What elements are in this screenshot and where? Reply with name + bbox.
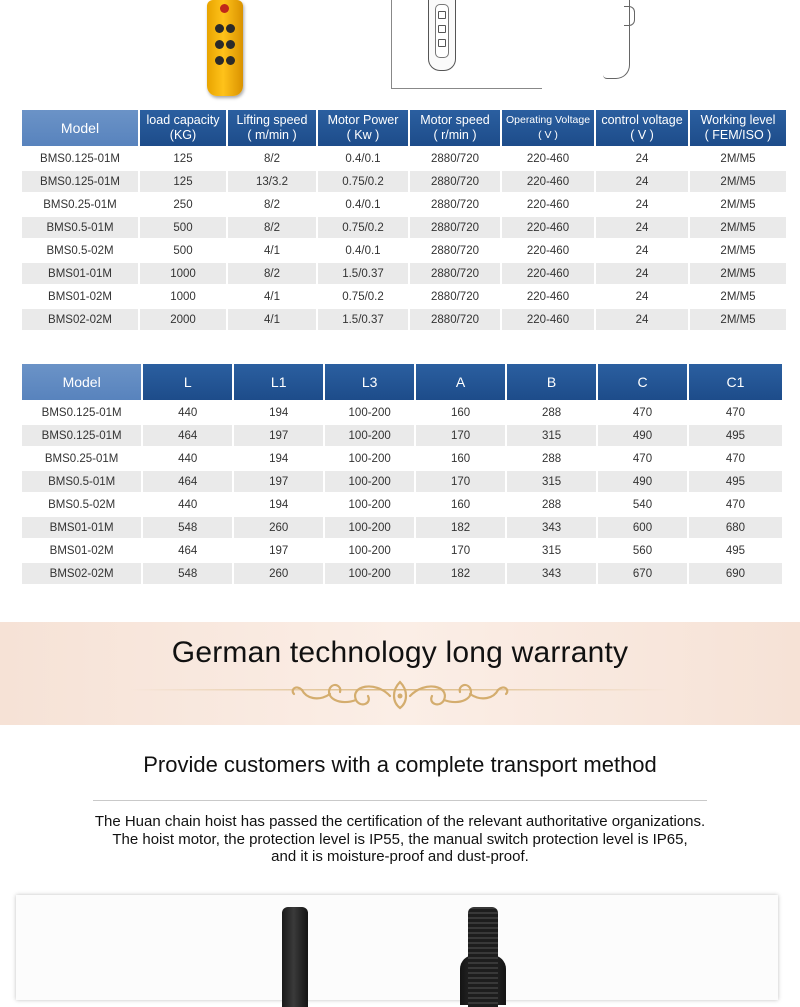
table-cell: 1000: [140, 263, 226, 284]
table-cell: 470: [689, 494, 782, 515]
table-cell: 100-200: [325, 517, 414, 538]
table-cell: 0.75/0.2: [318, 217, 408, 238]
table-cell: 2880/720: [410, 263, 500, 284]
table-cell: 490: [598, 471, 687, 492]
table-cell: 288: [507, 448, 596, 469]
table-cell: 495: [689, 425, 782, 446]
column-header: Motor speed ( r/min ): [410, 110, 500, 146]
table-cell: 194: [234, 448, 323, 469]
table-cell: 24: [596, 263, 688, 284]
table-cell: 100-200: [325, 563, 414, 584]
table-cell: 670: [598, 563, 687, 584]
table-cell: BMS0.5-01M: [22, 471, 141, 492]
table-row: [22, 402, 782, 423]
table-cell: BMS0.125-01M: [22, 402, 141, 423]
table-cell: 194: [234, 402, 323, 423]
table-cell: 548: [143, 563, 232, 584]
table-cell: 4/1: [228, 240, 316, 261]
table-row: [22, 471, 782, 492]
table-cell: 220-460: [502, 194, 594, 215]
table-cell: 8/2: [228, 194, 316, 215]
table-cell: 315: [507, 425, 596, 446]
table-cell: 100-200: [325, 425, 414, 446]
table-cell: 4/1: [228, 286, 316, 307]
table-cell: 0.4/0.1: [318, 194, 408, 215]
table-cell: 490: [598, 425, 687, 446]
table-cell: 160: [416, 402, 505, 423]
table-cell: 182: [416, 517, 505, 538]
column-header: Working level ( FEM/ISO ): [690, 110, 786, 146]
column-header-model: Model: [22, 364, 141, 400]
column-header: C1: [689, 364, 782, 400]
table-cell: BMS01-01M: [22, 263, 138, 284]
table-cell: 464: [143, 425, 232, 446]
table-cell: 220-460: [502, 240, 594, 261]
table-cell: 170: [416, 425, 505, 446]
table-cell: 160: [416, 494, 505, 515]
dimensions-table: [20, 362, 784, 586]
table-cell: BMS01-02M: [22, 540, 141, 561]
specification-table: [20, 108, 788, 332]
table-cell: 197: [234, 471, 323, 492]
column-header: Motor Power ( Kw ): [318, 110, 408, 146]
table-cell: 100-200: [325, 471, 414, 492]
table-row: [22, 286, 786, 307]
button-icon: [215, 40, 224, 49]
table-cell: 24: [596, 148, 688, 169]
table-cell: BMS0.25-01M: [22, 194, 138, 215]
table-cell: 0.75/0.2: [318, 286, 408, 307]
table-cell: 160: [416, 448, 505, 469]
table-cell: 440: [143, 448, 232, 469]
table-cell: 2880/720: [410, 309, 500, 330]
button-icon: [215, 56, 224, 65]
table-cell: 220-460: [502, 217, 594, 238]
table-cell: 220-460: [502, 148, 594, 169]
table-cell: BMS01-02M: [22, 286, 138, 307]
table-cell: 0.4/0.1: [318, 240, 408, 261]
column-header: A: [416, 364, 505, 400]
table-cell: BMS02-02M: [22, 309, 138, 330]
button-icon: [215, 24, 224, 33]
table-cell: 8/2: [228, 217, 316, 238]
table-cell: 197: [234, 425, 323, 446]
table-cell: 495: [689, 540, 782, 561]
table-cell: 125: [140, 148, 226, 169]
table-row: [22, 263, 786, 284]
table-cell: 2M/M5: [690, 148, 786, 169]
table-cell: 170: [416, 540, 505, 561]
column-header: B: [507, 364, 596, 400]
table-cell: 1000: [140, 286, 226, 307]
cable-photo-icon: [16, 895, 778, 1000]
table-cell: 250: [140, 194, 226, 215]
table-cell: 220-460: [502, 309, 594, 330]
table-cell: 260: [234, 517, 323, 538]
table-cell: 2M/M5: [690, 240, 786, 261]
table-cell: 540: [598, 494, 687, 515]
table-cell: 0.75/0.2: [318, 171, 408, 192]
description-line: The Huan chain hoist has passed the certification of the relevant authoritative organizations.: [94, 813, 706, 830]
cable-icon: [468, 907, 498, 1007]
table-cell: 260: [234, 563, 323, 584]
table-cell: BMS0.5-01M: [22, 217, 138, 238]
table-cell: 24: [596, 171, 688, 192]
table-cell: BMS0.25-01M: [22, 448, 141, 469]
warranty-title: German technology long warranty: [171, 636, 629, 669]
table-cell: 13/3.2: [228, 171, 316, 192]
table-cell: 2M/M5: [690, 171, 786, 192]
table-cell: 220-460: [502, 286, 594, 307]
column-header: L1: [234, 364, 323, 400]
table-row: [22, 425, 782, 446]
table-cell: 464: [143, 471, 232, 492]
table-cell: 182: [416, 563, 505, 584]
table-cell: BMS0.125-01M: [22, 171, 138, 192]
table-cell: 194: [234, 494, 323, 515]
table-cell: 288: [507, 494, 596, 515]
table-row: [22, 171, 786, 192]
button-icon: [226, 40, 235, 49]
transport-description: [0, 813, 800, 866]
table-cell: 24: [596, 217, 688, 238]
table-cell: BMS01-01M: [22, 517, 141, 538]
table-cell: 600: [598, 517, 687, 538]
table-cell: 440: [143, 402, 232, 423]
table-cell: 2880/720: [410, 286, 500, 307]
table-cell: 464: [143, 540, 232, 561]
table-cell: 24: [596, 309, 688, 330]
column-header: load capacity (KG): [140, 110, 226, 146]
table-row: [22, 148, 786, 169]
table-cell: 2880/720: [410, 217, 500, 238]
table-cell: 560: [598, 540, 687, 561]
table-cell: 100-200: [325, 540, 414, 561]
emergency-stop-icon: [220, 4, 229, 13]
table-cell: 343: [507, 563, 596, 584]
table-cell: 125: [140, 171, 226, 192]
gold-scroll-ornament-icon: [0, 676, 800, 716]
table-cell: 548: [143, 517, 232, 538]
table-cell: 315: [507, 471, 596, 492]
table-cell: 470: [689, 402, 782, 423]
table-cell: BMS0.125-01M: [22, 148, 138, 169]
table-cell: 315: [507, 540, 596, 561]
table-cell: 470: [598, 448, 687, 469]
table-cell: 100-200: [325, 448, 414, 469]
table-cell: 2M/M5: [690, 286, 786, 307]
table-cell: 2880/720: [410, 148, 500, 169]
table-cell: 220-460: [502, 171, 594, 192]
table-cell: 2880/720: [410, 171, 500, 192]
table-row: [22, 309, 786, 330]
table-row: [22, 563, 782, 584]
table-cell: 495: [689, 471, 782, 492]
table-cell: 2880/720: [410, 194, 500, 215]
table-cell: 470: [689, 448, 782, 469]
table-cell: 470: [598, 402, 687, 423]
table-cell: 288: [507, 402, 596, 423]
divider: [93, 800, 707, 801]
table-cell: 680: [689, 517, 782, 538]
cable-icon: [282, 907, 308, 1007]
table-cell: 170: [416, 471, 505, 492]
table-cell: 100-200: [325, 494, 414, 515]
table-cell: 500: [140, 217, 226, 238]
table-cell: 2M/M5: [690, 217, 786, 238]
table-cell: BMS02-02M: [22, 563, 141, 584]
table-row: [22, 494, 782, 515]
table-cell: 24: [596, 240, 688, 261]
table-cell: 1.5/0.37: [318, 263, 408, 284]
table-row: [22, 217, 786, 238]
column-header: control voltage ( V ): [596, 110, 688, 146]
column-header: C: [598, 364, 687, 400]
pendant-control-icon: [207, 0, 243, 96]
table-cell: 24: [596, 194, 688, 215]
table-cell: 220-460: [502, 263, 594, 284]
button-icon: [226, 24, 235, 33]
table-cell: 343: [507, 517, 596, 538]
description-line: The hoist motor, the protection level is IP55, the manual switch protection level is IP65,: [112, 830, 688, 848]
table-cell: 197: [234, 540, 323, 561]
table-row: [22, 517, 782, 538]
table-cell: 4/1: [228, 309, 316, 330]
pendant-side-drawing-icon: [603, 0, 630, 79]
table-cell: 1.5/0.37: [318, 309, 408, 330]
description-line: and it is moisture-proof and dust-proof.: [271, 848, 529, 865]
column-header: L3: [325, 364, 414, 400]
button-icon: [226, 56, 235, 65]
table-cell: BMS0.125-01M: [22, 425, 141, 446]
table-cell: 2000: [140, 309, 226, 330]
transport-title: Provide customers with a complete transport method: [143, 752, 657, 777]
table-cell: 8/2: [228, 148, 316, 169]
table-cell: 2M/M5: [690, 263, 786, 284]
table-cell: 0.4/0.1: [318, 148, 408, 169]
table-cell: 440: [143, 494, 232, 515]
table-cell: 500: [140, 240, 226, 261]
column-header: L: [143, 364, 232, 400]
table-row: [22, 240, 786, 261]
table-cell: 8/2: [228, 263, 316, 284]
table-cell: 24: [596, 286, 688, 307]
table-row: [22, 540, 782, 561]
table-cell: BMS0.5-02M: [22, 240, 138, 261]
column-header: Operating Voltage ( V ): [502, 110, 594, 146]
table-cell: 2M/M5: [690, 194, 786, 215]
table-cell: 100-200: [325, 402, 414, 423]
column-header: Lifting speed ( m/min ): [228, 110, 316, 146]
table-row: [22, 194, 786, 215]
table-cell: BMS0.5-02M: [22, 494, 141, 515]
pendant-front-drawing-icon: [391, 0, 542, 89]
product-images: [0, 0, 800, 100]
table-cell: 2M/M5: [690, 309, 786, 330]
table-row: [22, 448, 782, 469]
table-cell: 690: [689, 563, 782, 584]
table-cell: 2880/720: [410, 240, 500, 261]
column-header-model: Model: [22, 110, 138, 146]
